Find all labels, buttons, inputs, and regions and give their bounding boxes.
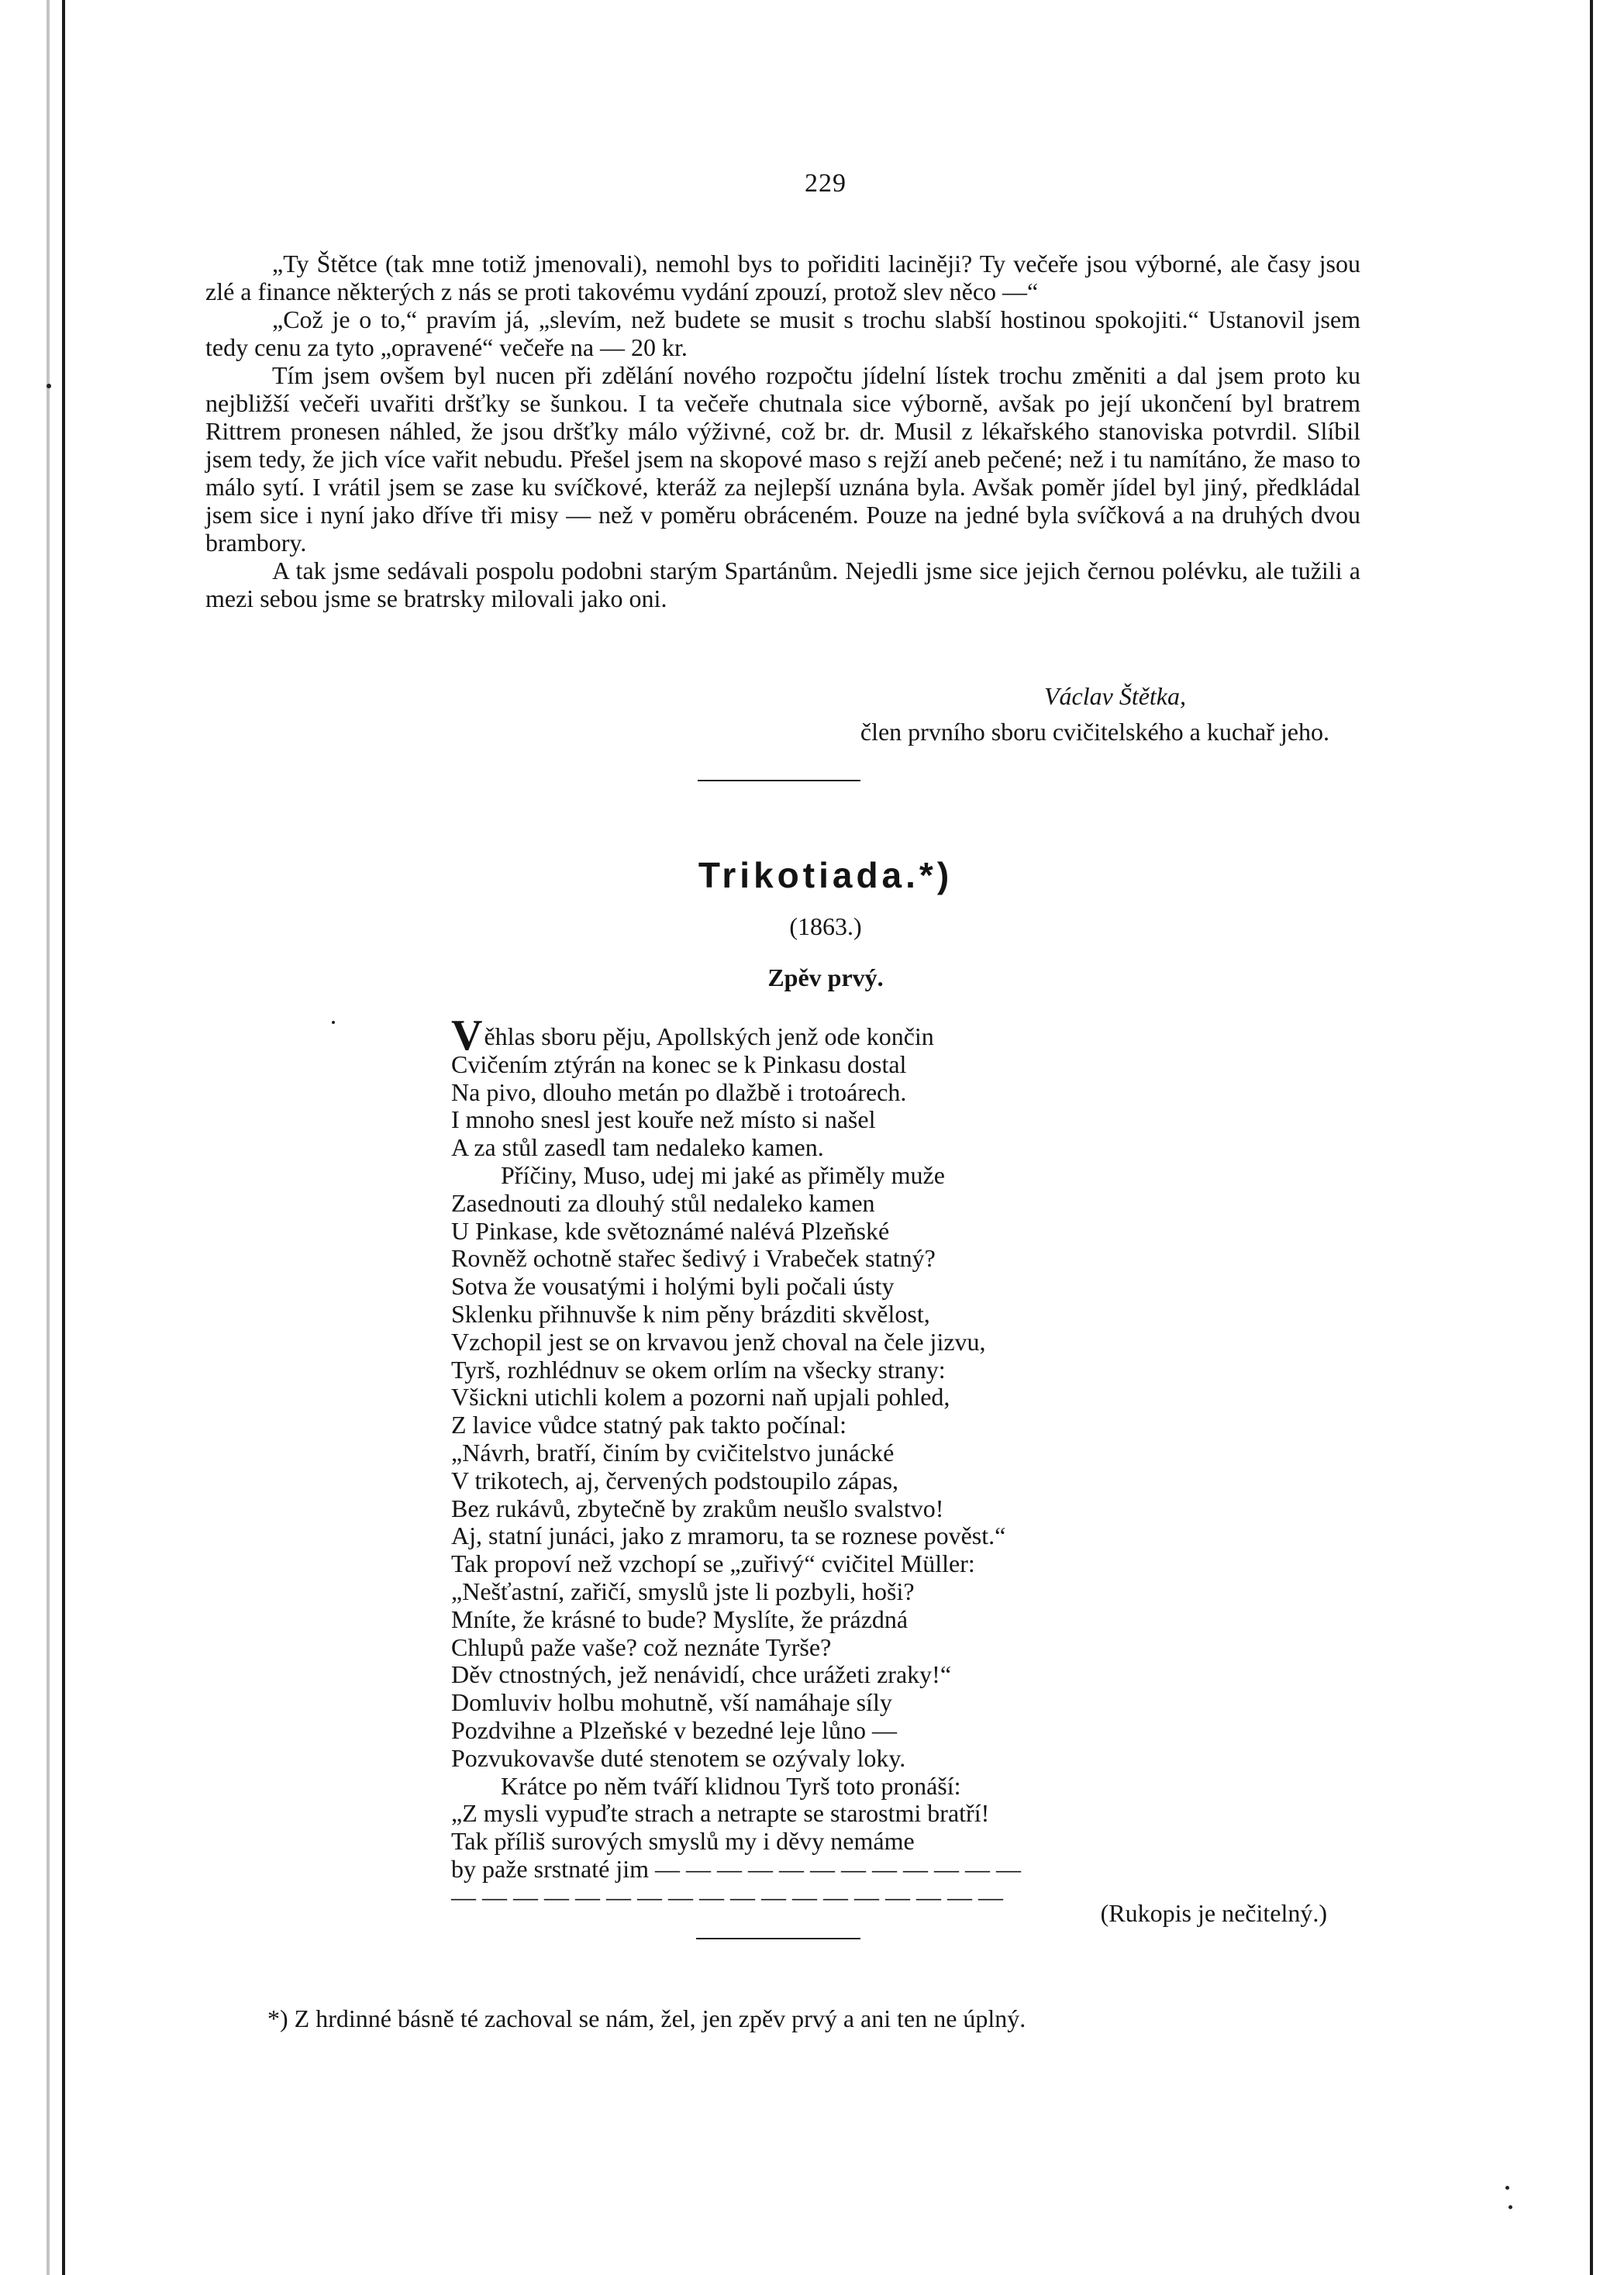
poem-line: Sotva že vousatými i holými byli počali ústy: [451, 1272, 895, 1301]
poem-line: Tak příliš surových smyslů my i děvy nemáme: [451, 1827, 915, 1856]
poem-body: [451, 1012, 1226, 1911]
poem-line: „Návrh, bratří, činím by cvičitelstvo junácké: [451, 1438, 895, 1467]
poem-line: Vzchopil jest se on krvavou jenž choval na čele jizvu,: [451, 1327, 986, 1356]
page: [62, 0, 1589, 2275]
poem-line: Z lavice vůdce statný pak takto počínal:: [451, 1411, 847, 1439]
poem-line: Domluviv holbu mohutně, vší namáhaje síly: [451, 1688, 892, 1717]
poem-line: Mníte, že krásné to bude? Myslíte, že prázdná: [451, 1605, 909, 1633]
poem-line: Cvičením ztýrán na konec se k Pinkasu dostal: [451, 1050, 907, 1078]
poem-line: U Pinkase, kde světoznámé nalévá Plzeňské: [451, 1216, 890, 1245]
poem-canto: Zpěv prvý.: [767, 963, 884, 991]
poem-line: A za stůl zasedl tam nedaleko kamen.: [451, 1133, 824, 1162]
poem-line: Bez rukávů, zbytečně by zrakům neušlo svalstvo!: [451, 1494, 944, 1522]
poem-line: Tyrš, rozhlédnuv se okem orlím na všecky strany:: [451, 1355, 946, 1384]
paragraph: „Ty Štětce (tak mne totiž jmenovali), nemohl bys to pořiditi laciněji? Ty večeře jsou výborné, ale časy jsou zlé a finance některých z nás se proti takovému vydání zpouzí, protož slev něco —“: [205, 250, 1360, 305]
section-divider: [696, 1938, 860, 1939]
print-speck: [47, 384, 51, 388]
poem-line: „Z mysli vypuďte strach a netrapte se starostmi bratří!: [451, 1799, 990, 1828]
section-divider: [698, 780, 860, 781]
print-speck: [1505, 2186, 1509, 2190]
left-page-shadow: [47, 0, 50, 2275]
print-speck: [1508, 2205, 1512, 2209]
poem-line: Příčiny, Muso, udej mi jaké as přiměly muže: [501, 1160, 945, 1189]
page-number: 229: [805, 169, 846, 198]
poem-line: Tak propoví než vzchopí se „zuřivý“ cvičitel Müller:: [451, 1549, 975, 1578]
poem-line: Sklenku přihnuvše k nim pěny brázditi skvělost,: [451, 1299, 930, 1328]
poem-line: Aj, statní junáci, jako z mramoru, ta se roznese pověst.“: [451, 1522, 1006, 1550]
poem-line: Chlupů paže vaše? což neznáte Tyrše?: [451, 1632, 832, 1661]
print-speck: [332, 1021, 335, 1024]
poem-line: by paže srstnaté jim — — — — — — — — — — — —: [451, 1854, 1022, 1883]
prose-text: [205, 250, 1360, 612]
right-page-edge: [1590, 0, 1624, 2275]
poem-year: (1863.): [789, 912, 862, 940]
poem-line: Zasednouti za dlouhý stůl nedaleko kamen: [451, 1188, 875, 1217]
poem-line: Krátce po něm tváří klidnou Tyrš toto pronáší:: [501, 1771, 961, 1800]
paragraph: A tak jsme sedávali pospolu podobni starým Spartánům. Nejedli jsme sice jejich černou polévku, ale tužili a mezi sebou jsme se bratrsky milovali jako oni.: [205, 557, 1360, 612]
signature-role: člen prvního sboru cvičitelského a kuchař jeho.: [860, 718, 1329, 746]
poem-line: Pozdvihne a Plzeňské v bezedné leje lůno —: [451, 1715, 897, 1744]
poem-line: Rovněž ochotně stařec šedivý i Vrabeček statný?: [451, 1244, 936, 1273]
left-page-edge: [0, 0, 65, 2275]
poem-line: [451, 1012, 1226, 1060]
poem-title: Trikotiada.*): [698, 855, 953, 895]
poem-line: V trikotech, aj, červených podstoupilo zápas,: [451, 1466, 899, 1494]
poem-line-text: ěhlas sboru pěju, Apollských jenž ode končin: [484, 1022, 934, 1050]
poem-line: Všickni utichli kolem a pozorni naň upjali pohled,: [451, 1383, 950, 1412]
poem-line: I mnoho snesl jest kouře než místo si našel: [451, 1105, 876, 1134]
drop-cap: V: [451, 1012, 483, 1060]
poem-line: Děv ctnostných, jež nenávidí, chce urážeti zraky!“: [451, 1660, 952, 1689]
footnote: *) Z hrdinné básně té zachoval se nám, žel, jen zpěv prvý a ani ten ne úplný.: [267, 2004, 1026, 2032]
illegible-note: (Rukopis je nečitelný.): [1100, 1899, 1327, 1927]
paragraph: Tím jsem ovšem byl nucen při zdělání nového rozpočtu jídelní lístek trochu změniti a dal jsem proto ku nejbližší večeři uvařiti dršťky se šunkou. I ta večeře chutnala sice výborně, avšak po její ukončení byl bratrem Rittrem pronesen náhled, že jsou dršťky málo výživné, což br. dr. Musil z lékařského stanoviska potvrdil. Slíbil jsem tedy, že jich více vařit nebudu. Přešel jsem na skopové maso s rejží aneb pečené; než i tu namítáno, že maso to málo sytí. I vrátil jsem se zase ku svíčkové, kteráž za nejlepší uznána byla. Avšak poměr jídel byl jiný, předkládal jsem sice i nyní jako dříve tři misy — než v poměru obráceném. Pouze na jedné byla svíčková a na druhých dvou brambory.: [205, 361, 1360, 557]
poem-line: Na pivo, dlouho metán po dlažbě i trotoárech.: [451, 1077, 907, 1106]
poem-line: Pozvukovavše duté stenotem se ozývaly loky.: [451, 1743, 906, 1772]
paragraph: „Což je o to,“ pravím já, „slevím, než budete se musit s trochu slabší hostinou spokojiti.“ Ustanovil jsem tedy cenu za tyto „opravené“ večeře na — 20 kr.: [205, 305, 1360, 361]
poem-line: „Nešťastní, zařičí, smyslů jste li pozbyli, hoši?: [451, 1577, 915, 1605]
poem-line: — — — — — — — — — — — — — — — — — —: [451, 1882, 1003, 1911]
signature-name: Václav Štětka,: [1043, 682, 1186, 710]
